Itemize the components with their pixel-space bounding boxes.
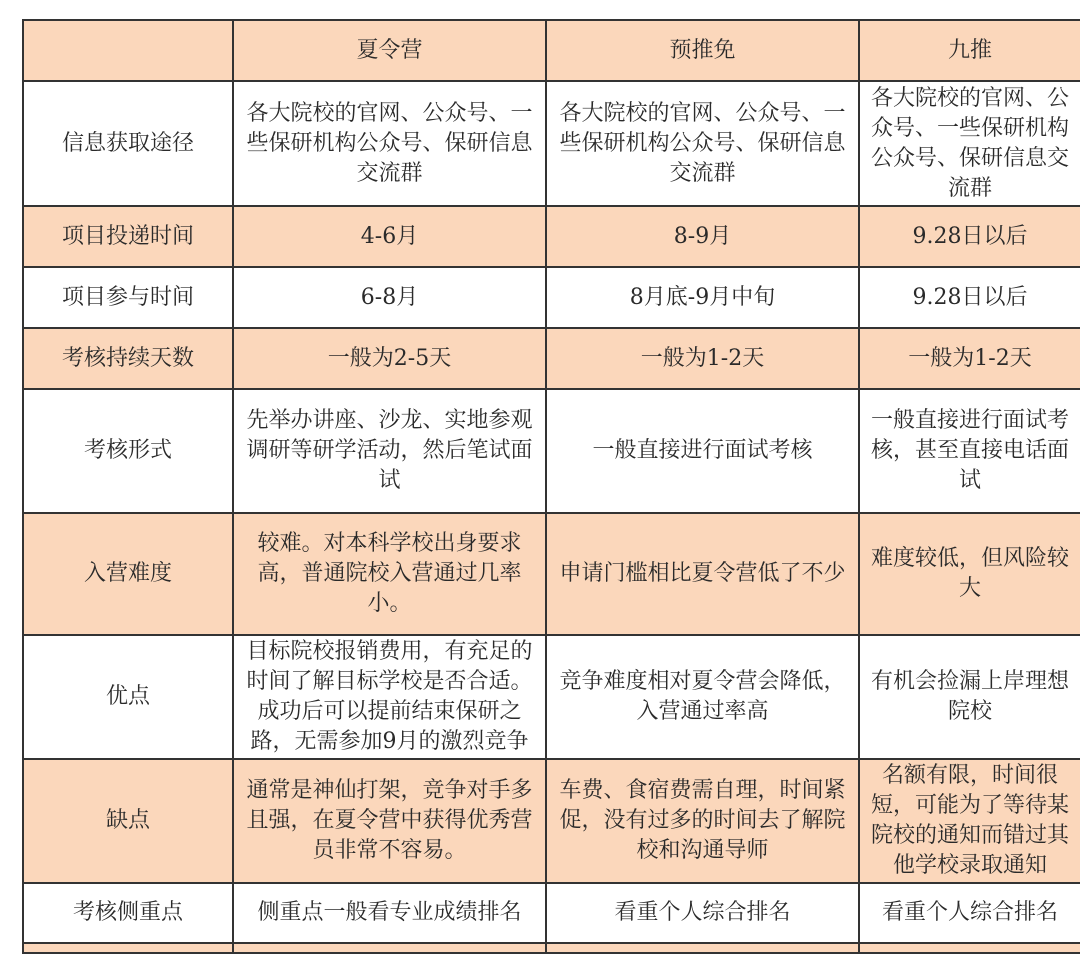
cell-summer: 侧重点一般看专业成绩排名	[233, 883, 546, 943]
cell-summer: 目标院校报销费用，有充足的时间了解目标学校是否合适。成功后可以提前结束保研之路，无需参加9月的激烈竞争	[233, 635, 546, 759]
cell-nine: 一般为1-2天	[859, 328, 1080, 389]
cell-summer: 通常是神仙打架，竞争对手多且强，在夏令营中获得优秀营员非常不容易。	[233, 759, 546, 883]
row-label: 优点	[23, 635, 233, 759]
table-row	[23, 328, 1080, 389]
cell-pre: 8月底-9月中旬	[546, 267, 859, 328]
cut-off-row	[23, 943, 1080, 953]
cell-nine: 一般直接进行面试考核，甚至直接电话面试	[859, 389, 1080, 513]
cell-summer: 各大院校的官网、公众号、一些保研机构公众号、保研信息交流群	[233, 81, 546, 206]
table-row	[23, 206, 1080, 267]
cell-summer: 先举办讲座、沙龙、实地参观调研等研学活动，然后笔试面试	[233, 389, 546, 513]
cell-summer: 6-8月	[233, 267, 546, 328]
cut-off-cell	[233, 943, 546, 953]
cell-nine: 9.28日以后	[859, 267, 1080, 328]
table-row	[23, 389, 1080, 513]
cell-nine: 各大院校的官网、公众号、一些保研机构公众号、保研信息交流群	[859, 81, 1080, 206]
row-label: 项目参与时间	[23, 267, 233, 328]
header-row	[23, 20, 1080, 81]
table-row	[23, 513, 1080, 635]
table-row	[23, 883, 1080, 943]
header-nine-recommendation: 九推	[859, 20, 1080, 81]
cell-summer: 较难。对本科学校出身要求高，普通院校入营通过几率小。	[233, 513, 546, 635]
row-label: 缺点	[23, 759, 233, 883]
cut-off-cell	[859, 943, 1080, 953]
row-label: 项目投递时间	[23, 206, 233, 267]
cell-summer: 4-6月	[233, 206, 546, 267]
cell-pre: 各大院校的官网、公众号、一些保研机构公众号、保研信息交流群	[546, 81, 859, 206]
row-label: 考核形式	[23, 389, 233, 513]
cell-pre: 看重个人综合排名	[546, 883, 859, 943]
cell-nine: 看重个人综合排名	[859, 883, 1080, 943]
cell-pre: 竞争难度相对夏令营会降低，入营通过率高	[546, 635, 859, 759]
table-row	[23, 81, 1080, 206]
header-summer-camp: 夏令营	[233, 20, 546, 81]
header-pre-recommendation: 预推免	[546, 20, 859, 81]
cell-nine: 9.28日以后	[859, 206, 1080, 267]
row-label: 入营难度	[23, 513, 233, 635]
cell-pre: 车费、食宿费需自理，时间紧促，没有过多的时间去了解院校和沟通导师	[546, 759, 859, 883]
row-label: 信息获取途径	[23, 81, 233, 206]
row-label: 考核持续天数	[23, 328, 233, 389]
header-empty-cell	[23, 20, 233, 81]
table-row	[23, 267, 1080, 328]
cell-summer: 一般为2-5天	[233, 328, 546, 389]
cell-pre: 一般为1-2天	[546, 328, 859, 389]
cell-pre: 申请门槛相比夏令营低了不少	[546, 513, 859, 635]
cell-pre: 8-9月	[546, 206, 859, 267]
cell-pre: 一般直接进行面试考核	[546, 389, 859, 513]
table-row	[23, 635, 1080, 759]
comparison-table	[22, 19, 1080, 954]
cell-nine: 有机会捡漏上岸理想院校	[859, 635, 1080, 759]
cell-nine: 名额有限，时间很短，可能为了等待某院校的通知而错过其他学校录取通知	[859, 759, 1080, 883]
cell-nine: 难度较低，但风险较大	[859, 513, 1080, 635]
row-label: 考核侧重点	[23, 883, 233, 943]
table-row	[23, 759, 1080, 883]
cut-off-cell	[546, 943, 859, 953]
cut-off-cell	[23, 943, 233, 953]
